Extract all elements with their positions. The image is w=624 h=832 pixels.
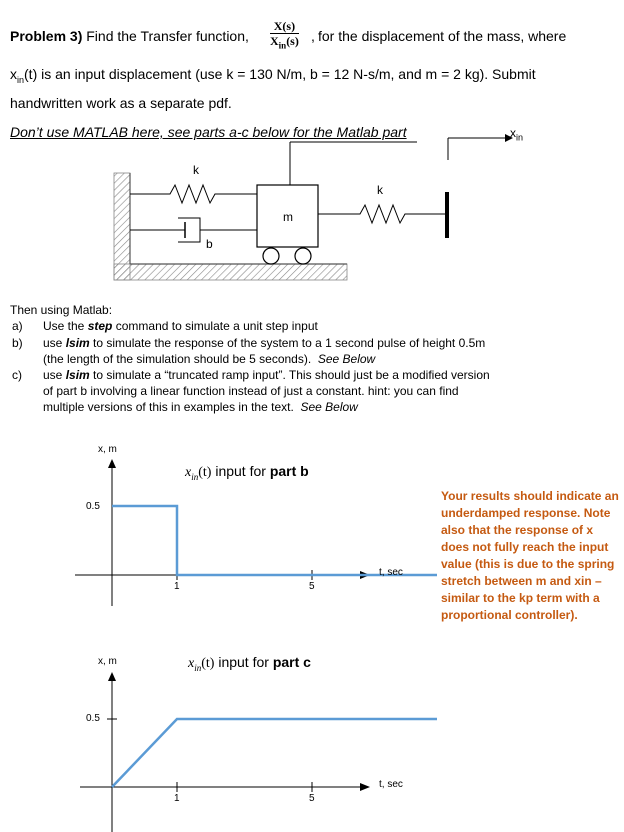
graph-b-x-label: t, sec (379, 567, 403, 578)
item-b-marker: b) (12, 336, 23, 350)
problem-label: Problem 3) (10, 28, 83, 44)
graph-b-x-tick-5: 5 (309, 581, 315, 592)
tf-denominator: $X_{in}(s)$ (270, 34, 299, 51)
problem-line-2: $x_{in}(t)$ is an input displacement (use k = 130 N/m, b = 12 N-s/m, and m = 2 kg). Submit (10, 66, 536, 85)
item-c-line2: of part b involving a linear function instead of just a constant. hint: you can find (43, 384, 459, 398)
graph-b-y-label: x, m (98, 444, 117, 455)
problem-line-3: handwritten work as a separate pdf. (10, 95, 232, 111)
mass-label: m (283, 210, 293, 224)
item-c-text: use lsim to simulate a “truncated ramp input”. This should just be a modified version (43, 368, 490, 382)
underdamped-note: Your results should indicate an underdamped response. Note also that the response of x does not fully reach the input value (this is due to the spring stretch between m and xin – similar to the kp term with a proportional controller). (441, 489, 619, 622)
tf-numerator: X(s) (270, 19, 299, 34)
graph-c-input-series (112, 719, 437, 787)
xin-label: $x_{in}$ (510, 126, 524, 143)
damper-label: b (206, 237, 213, 251)
graph-c-y-tick: 0.5 (86, 713, 100, 724)
item-b-text: use lsim to simulate the response of the system to a 1 second pulse of height 0.5m (43, 336, 486, 350)
graph-c-x-tick-5: 5 (309, 793, 315, 804)
spring-left-label: k (193, 163, 199, 177)
problem-text-2: for the displacement of the mass, where (318, 28, 567, 44)
item-c-line3: multiple versions of this in examples in the text. See Below (43, 400, 358, 414)
tf-comma: , (311, 28, 315, 44)
graph-c-title: $x_{in}(t)$ input for part c (188, 654, 311, 673)
item-a-text: Use the step command to simulate a unit step input (43, 319, 318, 333)
graph-c-x-arrow (360, 783, 370, 791)
graph-b-x-tick-1: 1 (174, 581, 180, 592)
dont-use-matlab-note: Don’t use MATLAB here, see parts a-c below for the Matlab part (10, 124, 407, 140)
graph-b-title: $x_{in}(t)$ input for part b (185, 463, 309, 482)
graph-b-y-tick: 0.5 (86, 501, 100, 512)
graph-c-x-label: t, sec (379, 779, 403, 790)
problem-text-1: Find the Transfer function, (86, 28, 249, 44)
spring-right-label: k (377, 183, 383, 197)
item-b-line2: (the length of the simulation should be 5 seconds). See Below (43, 352, 376, 366)
graph-c-y-label: x, m (98, 656, 117, 667)
graph-c-y-arrow (108, 672, 116, 681)
graph-c-x-tick-1: 1 (174, 793, 180, 804)
matlab-intro: Then using Matlab: (10, 303, 113, 317)
item-c-marker: c) (12, 368, 22, 382)
item-a-marker: a) (12, 319, 23, 333)
